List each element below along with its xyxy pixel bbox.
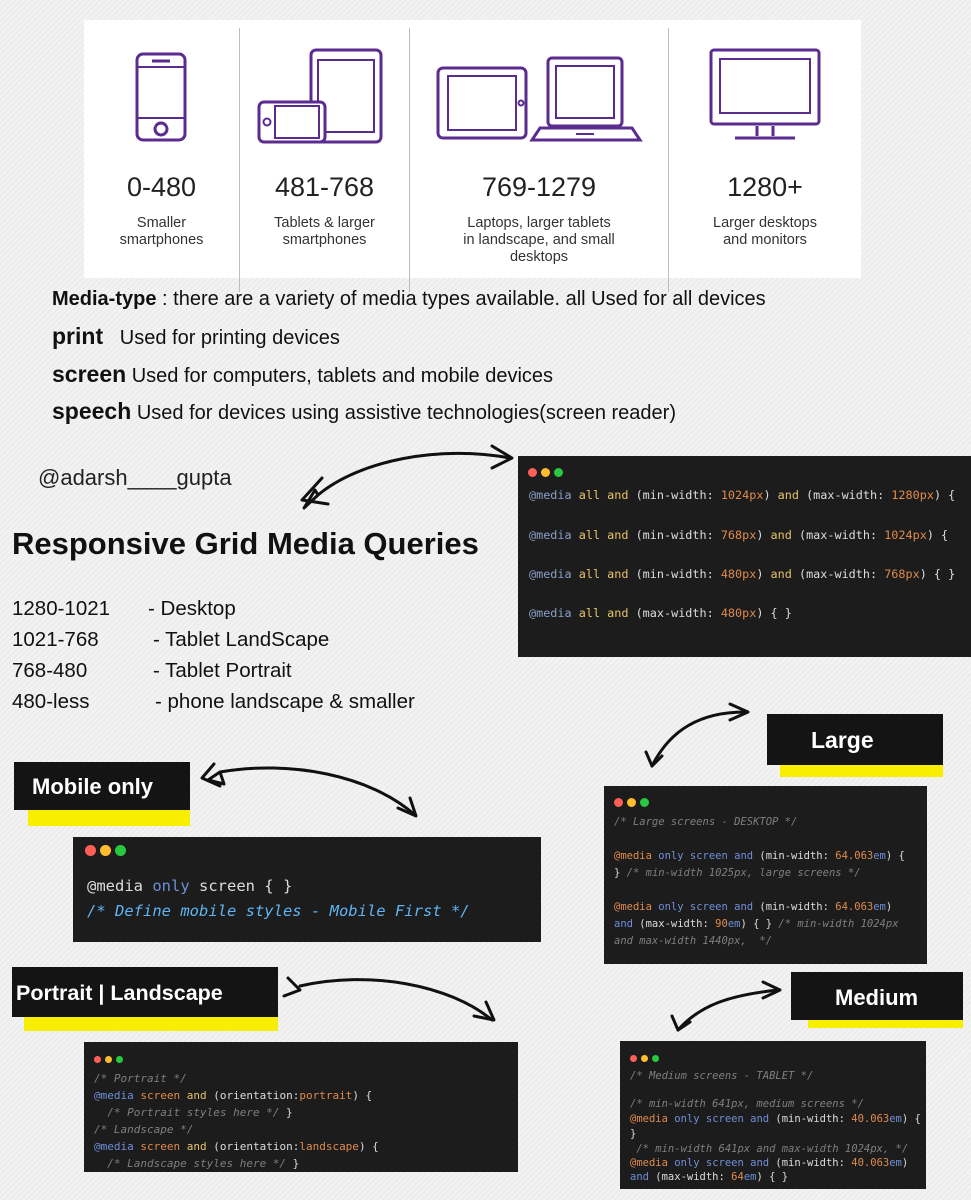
code-line: } [630,1128,637,1140]
code-line: @media all and (min-width: 768px) and (max-width: 1024px) { [529,528,949,542]
code-line: @media only screen { } [87,877,293,895]
grid-label: - Tablet LandScape [153,628,330,651]
description-line: Larger desktops [713,215,817,231]
grid-label: - phone landscape & smaller [155,690,415,713]
code-comment: /* Medium screens - TABLET */ [630,1070,814,1082]
tag-label: Mobile only [32,774,153,799]
code-comment: and max-width 1440px, */ [614,935,773,947]
grid-label: - Tablet Portrait [153,659,292,682]
code-comment: /* Large screens - DESKTOP */ [614,816,798,828]
code-line: @media only screen and (min-width: 64.063em) { [614,850,905,862]
grid-range: 480-less [12,690,90,713]
description-line: and monitors [723,232,807,248]
code-comment: /* Portrait */ [94,1072,187,1085]
grid-range: 768-480 [12,659,88,682]
term: speech [52,398,132,424]
breakpoint-range: 0-480 [126,172,197,202]
breakpoint-range: 1280+ [727,172,803,202]
tag-label: Large [811,727,874,753]
code-comment: /* Define mobile styles - Mobile First */ [87,902,470,920]
description: : there are a variety of media types available. all Used for all devices [156,288,766,310]
code-line: @media only screen and (min-width: 40.063em) { [630,1113,921,1125]
description-line: in landscape, and small [463,232,615,248]
term: print [52,323,104,349]
code-line: and (max-width: 90em) { } /* min-width 1024px [614,918,899,930]
code-comment: /* min-width 641px and max-width 1024px, */ [630,1143,909,1155]
term: screen [52,361,127,387]
description-line: Tablets & larger [274,215,375,231]
code-line: @media all and (min-width: 1024px) and (max-width: 1280px) { [529,488,956,502]
description-line: smartphones [282,232,367,248]
code-line: @media screen and (orientation:portrait) { [94,1089,373,1102]
grid-title: Responsive Grid Media Queries [12,526,479,561]
description-line: Laptops, larger tablets [467,215,611,231]
code-comment: /* min-width 641px, medium screens */ [630,1098,864,1110]
code-line: } /* min-width 1025px, large screens */ [614,867,861,879]
grid-label: - Desktop [148,597,236,620]
description-line: smartphones [119,232,204,248]
term: Media-type [52,288,157,310]
grid-range: 1280-1021 [12,597,111,620]
code-comment: /* Landscape */ [94,1123,194,1136]
code-line: /* Landscape styles here */ } [94,1157,300,1170]
code-line: /* Portrait styles here */ } [94,1106,293,1119]
code-line: @media only screen and (min-width: 40.063em) [630,1157,909,1169]
code-line: @media only screen and (min-width: 64.063em) [614,901,893,913]
description-line: desktops [509,249,569,265]
breakpoint-range: 481-768 [274,172,375,202]
code-line: and (max-width: 64em) { } [630,1171,789,1183]
code-line: @media all and (max-width: 480px) { } [529,606,792,620]
description: Used for printing devices [119,327,340,349]
breakpoint-range: 769-1279 [481,172,597,202]
description: Used for devices using assistive technologies(screen reader) [131,402,676,424]
tag-label: Portrait | Landscape [16,981,223,1005]
grid-range: 1021-768 [12,628,99,651]
code-line: @media screen and (orientation:landscape) { [94,1140,379,1153]
author-handle: @adarsh____gupta [38,465,232,490]
description: Used for computers, tablets and mobile devices [126,365,554,387]
tag-label: Medium [835,985,919,1010]
description-line: Smaller [136,215,187,231]
code-line: @media all and (min-width: 480px) and (max-width: 768px) { } [529,567,956,581]
